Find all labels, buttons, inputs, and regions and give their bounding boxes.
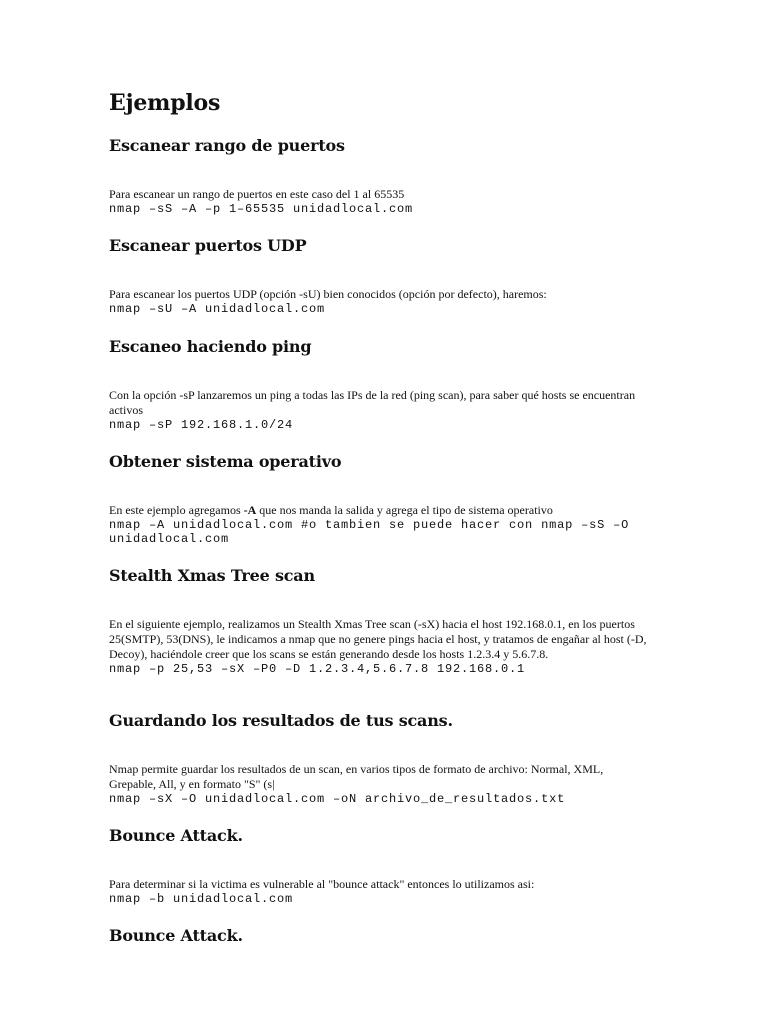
section-heading: Bounce Attack. — [109, 826, 243, 845]
section-saving-results — [109, 710, 669, 806]
section-heading: Escanear rango de puertos — [109, 136, 345, 155]
section-description: Para determinar si la victima es vulnerable al "bounce attack" entonces lo utilizamos asi: — [109, 877, 535, 891]
section-heading: Bounce Attack. — [109, 926, 243, 945]
description-text-end: que nos manda la salida y agrega el tipo de sistema operativo — [256, 503, 553, 517]
command-example: nmap –p 25,53 –sX –P0 –D 1.2.3.4,5.6.7.8 192.168.0.1 — [109, 662, 526, 676]
section-heading: Guardando los resultados de tus scans. — [109, 711, 453, 730]
section-udp-ports — [109, 235, 669, 316]
command-example: nmap –sU –A unidadlocal.com — [109, 302, 326, 316]
section-description: En el siguiente ejemplo, realizamos un Stealth Xmas Tree scan (-sX) hacia el host 192.168.0.1, en los puertos 25(SMTP), 53(DNS), le indicamos a nmap que no genere pings hacia el host, y tratamos de engañar al host (-D, Decoy), haciéndole creer que los scans se están generando desde los hosts 1.2.3.4 y 5.6.7.8. — [109, 617, 647, 661]
section-xmas-scan — [109, 565, 669, 676]
section-description: Para escanear los puertos UDP (opción -sU) bien conocidos (opción por defecto), haremos: — [109, 287, 547, 301]
command-example: nmap –sS –A –p 1–65535 unidadlocal.com — [109, 202, 414, 216]
command-example: nmap –A unidadlocal.com #o tambien se puede hacer con nmap –sS –O unidadlocal.com — [109, 518, 638, 546]
section-bounce-attack-repeat — [109, 925, 669, 947]
description-option-bold: -A — [243, 503, 257, 517]
section-ping-scan — [109, 336, 669, 432]
section-description: Con la opción -sP lanzaremos un ping a todas las IPs de la red (ping scan), para saber qué hosts se encuentran activos — [109, 388, 636, 417]
command-example: nmap –sX –O unidadlocal.com –oN archivo_de_resultados.txt — [109, 792, 566, 806]
section-description — [109, 503, 669, 518]
section-heading: Escanear puertos UDP — [109, 236, 307, 255]
section-heading: Escaneo haciendo ping — [109, 337, 312, 356]
description-text-start: En este ejemplo agregamos — [109, 503, 244, 517]
section-description: Nmap permite guardar los resultados de un scan, en varios tipos de formato de archivo: Normal, XML, Grepable, All, y en formato "S" (s| — [109, 762, 604, 791]
command-example: nmap –b unidadlocal.com — [109, 892, 294, 906]
section-port-range — [109, 135, 669, 216]
section-heading: Stealth Xmas Tree scan — [109, 566, 315, 585]
section-description: Para escanear un rango de puertos en este caso del 1 al 65535 — [109, 187, 405, 201]
section-os-detection — [109, 451, 669, 546]
section-bounce-attack — [109, 825, 669, 906]
command-example: nmap –sP 192.168.1.0/24 — [109, 418, 294, 432]
section-heading: Obtener sistema operativo — [109, 452, 342, 471]
page-title: Ejemplos — [109, 90, 221, 116]
